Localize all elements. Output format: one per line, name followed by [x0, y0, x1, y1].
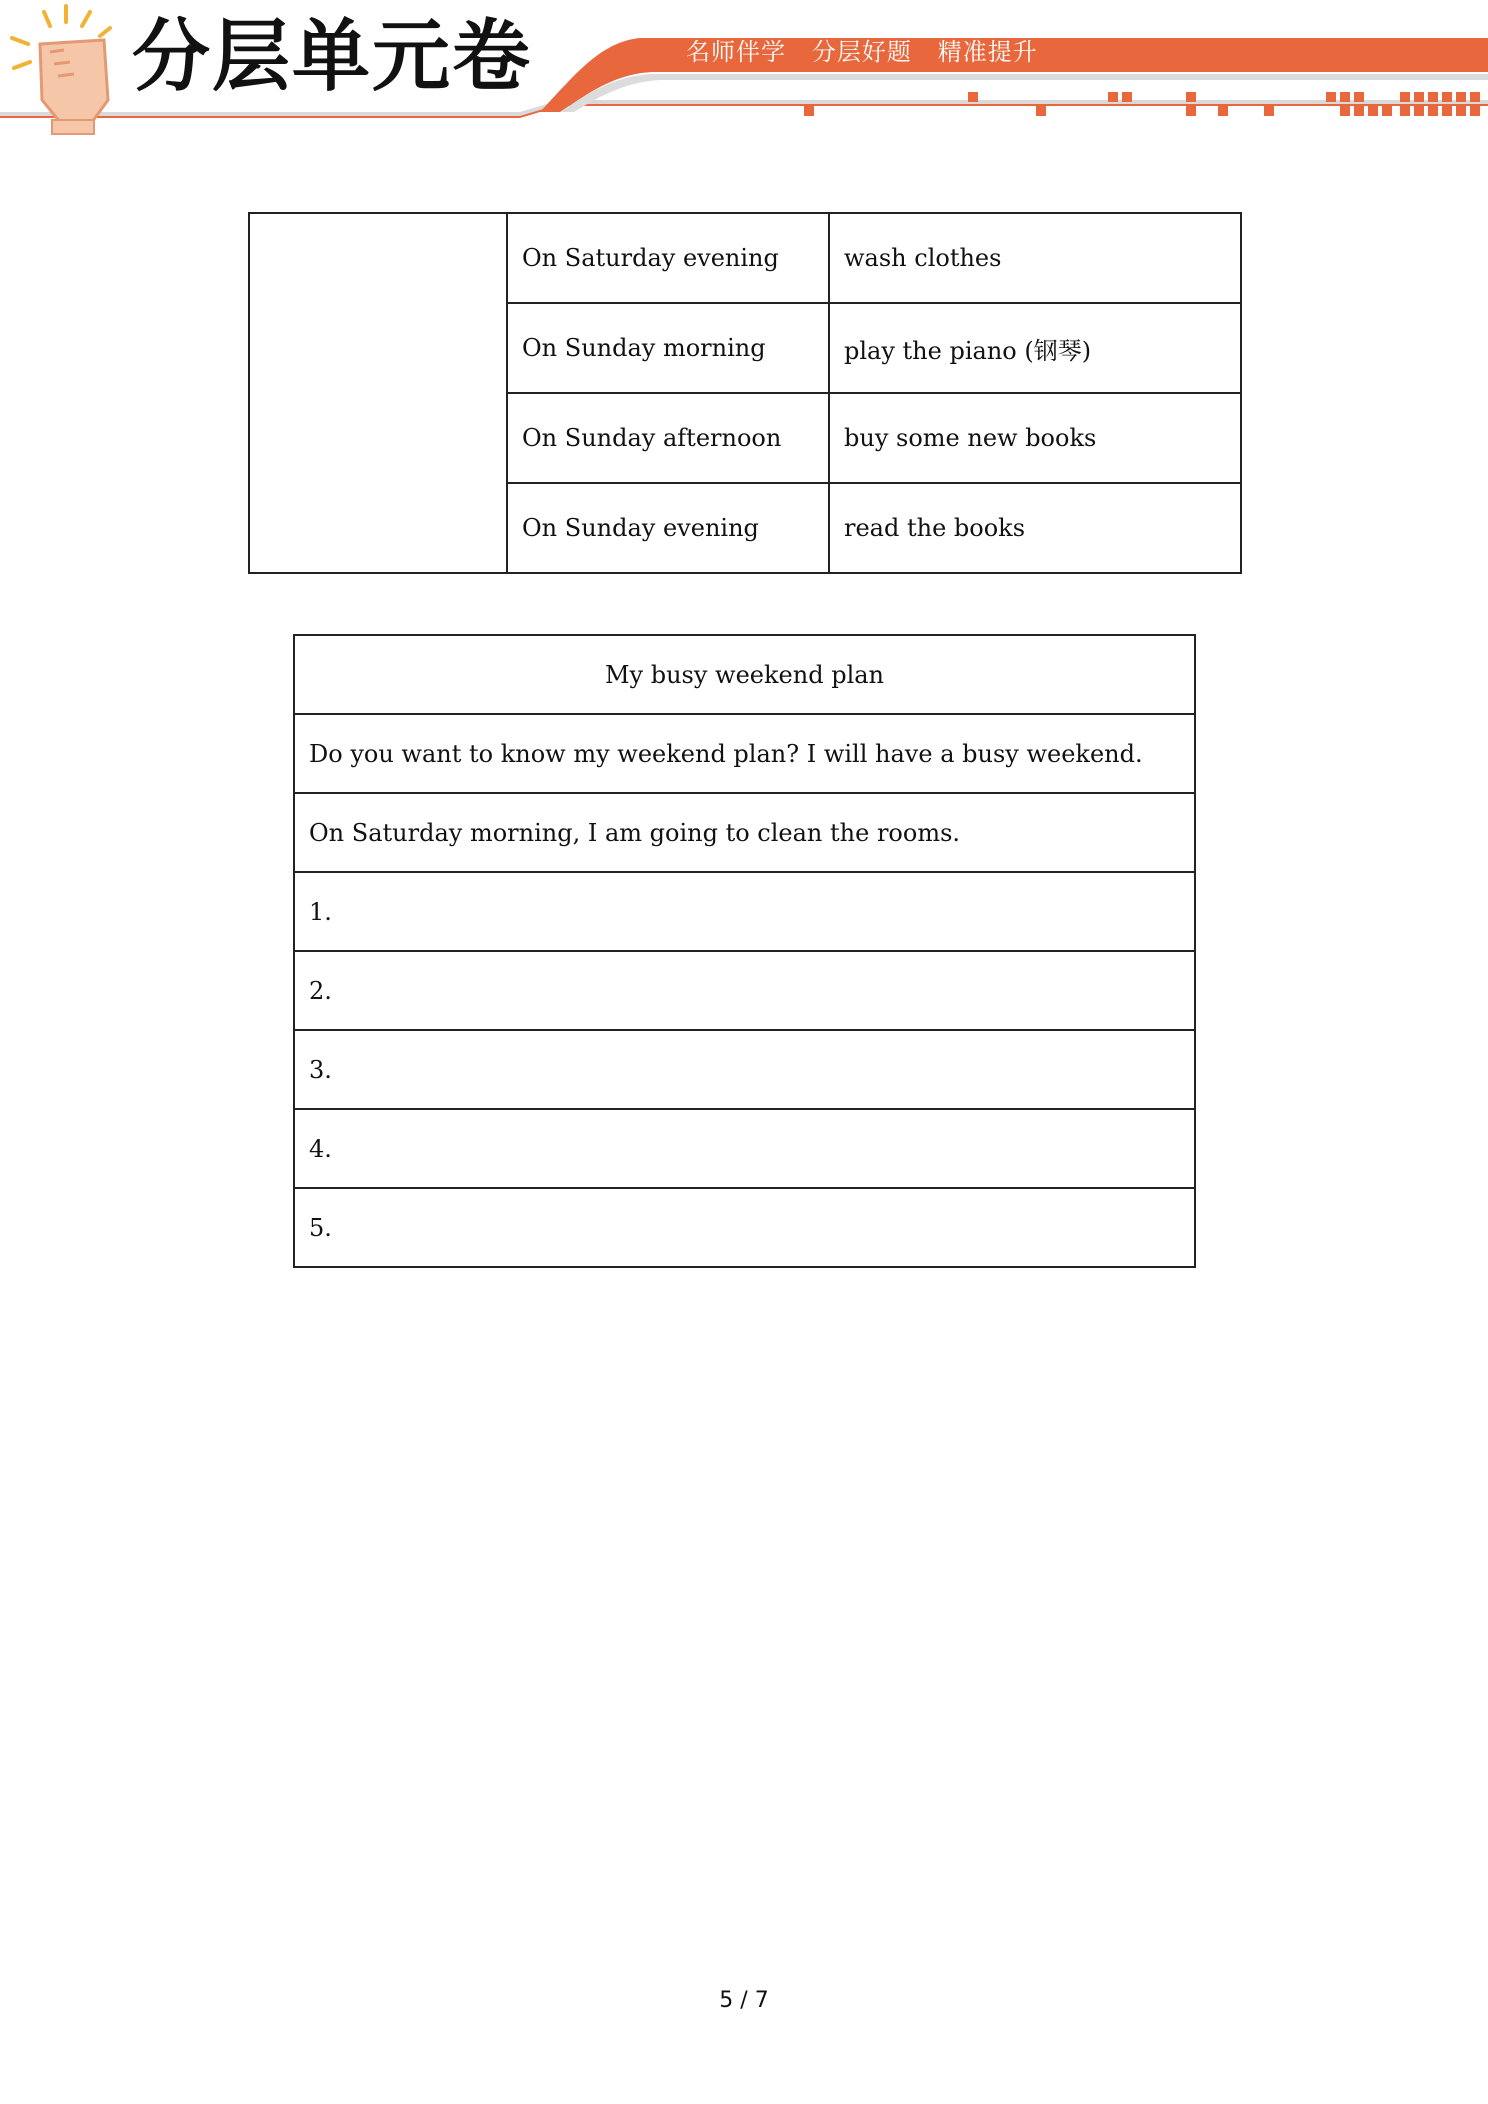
table-row — [294, 872, 1195, 951]
activity-cell: read the books — [829, 483, 1241, 573]
table-row — [294, 951, 1195, 1030]
slogan-text: 名师伴学 分层好题 精准提升 — [686, 38, 1038, 66]
table-row — [294, 1109, 1195, 1188]
table-row — [249, 213, 1241, 303]
activity-cell: play the piano (钢琴) — [829, 303, 1241, 393]
plan-example: On Saturday morning, I am going to clean the rooms. — [294, 793, 1195, 872]
answer-blank-5[interactable]: 5. — [294, 1188, 1195, 1267]
answer-blank-4[interactable]: 4. — [294, 1109, 1195, 1188]
plan-intro: Do you want to know my weekend plan? I will have a busy weekend. — [294, 714, 1195, 793]
time-cell: On Saturday evening — [507, 213, 829, 303]
answer-blank-3[interactable]: 3. — [294, 1030, 1195, 1109]
brand-title: 分层单元卷 — [132, 12, 533, 102]
plan-table — [293, 634, 1196, 1268]
empty-merged-cell — [249, 213, 507, 573]
time-cell: On Sunday evening — [507, 483, 829, 573]
table-row — [294, 1188, 1195, 1267]
page-header — [0, 0, 1488, 140]
table-row — [294, 714, 1195, 793]
schedule-table — [248, 212, 1242, 574]
page-number: 5 / 7 — [719, 1988, 769, 2013]
time-cell: On Sunday morning — [507, 303, 829, 393]
table-row — [294, 635, 1195, 714]
time-cell: On Sunday afternoon — [507, 393, 829, 483]
plan-title: My busy weekend plan — [294, 635, 1195, 714]
table-row — [294, 1030, 1195, 1109]
answer-blank-1[interactable]: 1. — [294, 872, 1195, 951]
activity-cell: buy some new books — [829, 393, 1241, 483]
activity-cell: wash clothes — [829, 213, 1241, 303]
answer-blank-2[interactable]: 2. — [294, 951, 1195, 1030]
table-row — [294, 793, 1195, 872]
